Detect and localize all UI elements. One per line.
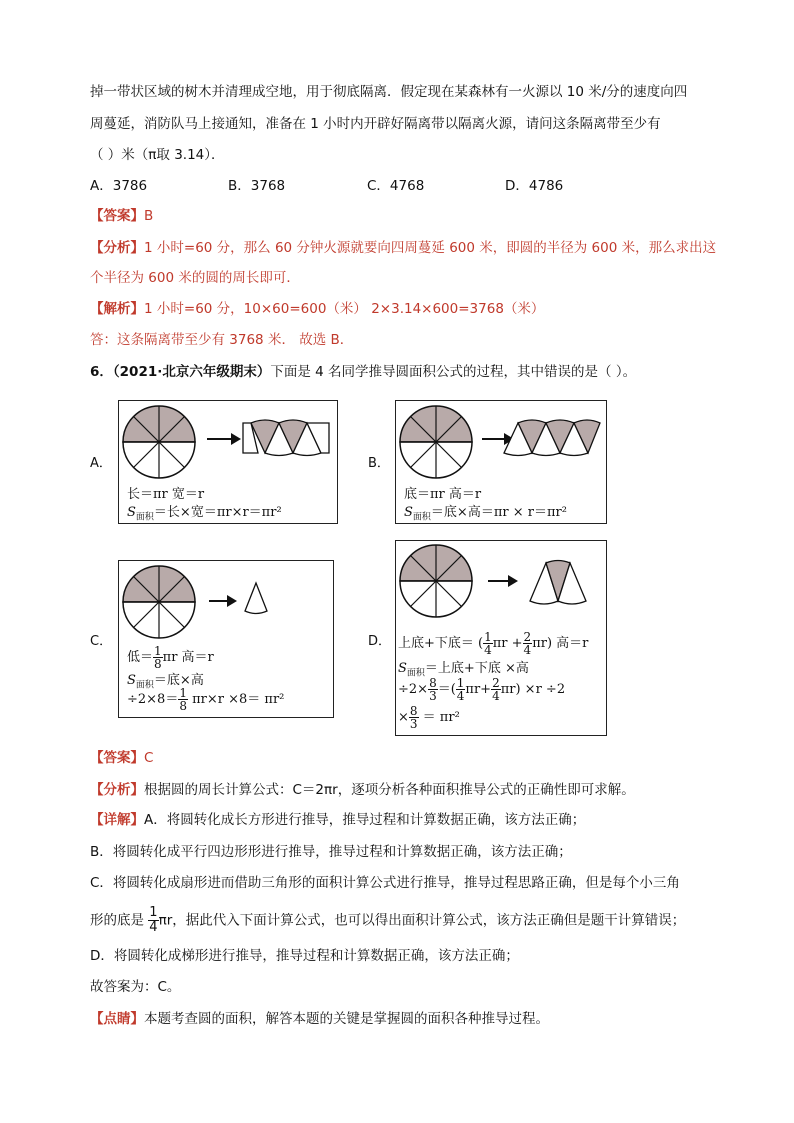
area-subscript: 面积 — [135, 680, 154, 691]
detail-a-text: A．将圆转化成长方形进行推导，推导过程和计算数据正确，该方法正确； — [144, 812, 586, 828]
denominator: 4 — [492, 689, 500, 703]
analysis-tag: 【分析】 — [90, 240, 144, 256]
text: ＝( — [437, 682, 456, 697]
fig-a-diagram — [119, 401, 337, 483]
text: 上底+下底＝ ( — [398, 636, 484, 651]
q5-option-a: A．3786 — [90, 178, 148, 194]
formula: ＝底×高 — [153, 673, 204, 688]
intro-line-1: 掉一带状区域的树木并清理成空地，用于彻底隔离．假定现在某森林有一火源以 10 米/分的速度向四 — [90, 84, 688, 100]
text: 低＝ — [127, 650, 154, 665]
q5-option-c: C．4768 — [367, 178, 425, 194]
q6-detail-d: D．将圆转化成梯形进行推导，推导过程和计算数据正确，该方法正确； — [90, 948, 519, 964]
numerator: 1 — [149, 905, 158, 920]
answer-tag: 【答案】 — [90, 750, 144, 766]
detail-tag: 【详解】 — [90, 812, 144, 828]
q5-reply: 答：这条隔离带至少有 3768 米． 故选 B． — [90, 332, 354, 348]
text: πr，据此代入下面计算公式，也可以得出面积计算公式，该方法正确但是题干计算错误； — [158, 912, 686, 929]
area-symbol: S — [127, 673, 136, 688]
analysis-text: 根据圆的周长计算公式：C＝2πr，逐项分析各种面积推导公式的正确性即可求解。 — [144, 782, 635, 798]
fig-a-line-1: 长＝πr 宽＝r — [127, 487, 205, 502]
text: × — [398, 710, 409, 725]
answer-value: B — [144, 208, 154, 224]
q5-analysis-line-2: 个半径为 600 米的圆的周长即可． — [90, 270, 300, 286]
q5-answer — [90, 206, 153, 226]
fig-b-label: B． — [368, 456, 390, 471]
analysis-text: 1 小时=60 分，那么 60 分钟火源就要向四周蔓延 600 米，即圆的半径为 600 米，那么求出这 — [144, 240, 717, 256]
text: ＝ πr² — [418, 710, 460, 725]
q6-detail-b: B．将圆转化成平行四边形形进行推导，推导过程和计算数据正确，该方法正确； — [90, 844, 572, 860]
q6-analysis — [90, 780, 635, 800]
intro-line-2: 周蔓延，消防队马上接通知，准备在 1 小时内开辟好隔离带以隔离火源，请问这条隔离带至少有 — [90, 116, 661, 132]
text: πr + — [492, 636, 523, 651]
q5-option-d: D．4786 — [505, 178, 564, 194]
q5-analysis-line-1 — [90, 238, 716, 258]
fig-b-diagram — [396, 401, 606, 483]
fig-d-line-3 — [398, 677, 565, 702]
fig-d-diagram — [396, 541, 606, 625]
fraction — [491, 677, 501, 702]
q6-detail-c-1: C．将圆转化成扇形进而借助三角形的面积计算公式进行推导，推导过程思路正确，但是每个小三角 — [90, 875, 680, 891]
fig-c-line-1 — [127, 645, 214, 670]
fig-b-box — [395, 400, 607, 524]
numerator: 2 — [492, 676, 500, 690]
fraction — [428, 677, 438, 702]
text: 形的底是 — [90, 912, 144, 929]
denominator: 4 — [484, 643, 492, 657]
q6-source: （2021·北京六年级期末） — [112, 364, 271, 380]
q5-option-b: B．3768 — [228, 178, 286, 194]
fig-d-box — [395, 540, 607, 736]
fraction — [148, 906, 158, 935]
denominator: 3 — [409, 717, 418, 731]
area-subscript: 面积 — [412, 512, 431, 523]
fraction — [483, 631, 493, 656]
fig-a-box — [118, 400, 338, 524]
area-symbol: S — [127, 505, 136, 520]
numerator: 1 — [154, 644, 162, 658]
answer-value: C — [144, 750, 154, 766]
fig-c-label: C． — [90, 634, 113, 649]
area-symbol: S — [404, 505, 413, 520]
numerator: 1 — [456, 676, 465, 690]
q6-detail-c-2 — [90, 906, 685, 935]
solution-text: 1 小时=60 分，10×60=600（米） 2×3.14×600=3768（米） — [144, 301, 545, 317]
denominator: 3 — [429, 689, 437, 703]
q6-number: 6． — [90, 364, 113, 380]
area-symbol: S — [398, 661, 407, 676]
comment-tag: 【点睛】 — [90, 1011, 144, 1027]
denominator: 4 — [149, 920, 158, 935]
text: πr×r ×8＝ πr² — [187, 692, 285, 707]
q6-text: 下面是 4 名同学推导圆面积公式的过程，其中错误的是（ ）。 — [270, 364, 637, 380]
text: ÷2× — [398, 682, 429, 697]
fig-a-label: A． — [90, 456, 112, 471]
fig-a-line-2 — [127, 501, 282, 523]
numerator: 8 — [429, 676, 437, 690]
area-subscript: 面积 — [135, 512, 154, 523]
formula: ＝底×高＝πr × r＝πr² — [430, 505, 567, 520]
fraction — [456, 677, 466, 702]
fraction — [409, 705, 419, 730]
area-subscript: 面积 — [406, 668, 425, 679]
numerator: 1 — [179, 686, 187, 700]
denominator: 4 — [456, 689, 465, 703]
fig-d-label: D． — [368, 634, 392, 649]
numerator: 2 — [523, 630, 532, 644]
comment-text: 本题考查圆的面积，解答本题的关键是掌握圆的面积各种推导过程。 — [144, 1011, 549, 1027]
q6-detail-a — [90, 810, 585, 830]
text: πr 高＝r — [162, 650, 214, 665]
denominator: 8 — [179, 699, 187, 713]
denominator: 8 — [154, 657, 162, 671]
q6-comment — [90, 1009, 549, 1029]
denominator: 4 — [523, 643, 532, 657]
fraction — [153, 645, 163, 670]
fig-c-box — [118, 560, 334, 718]
fig-b-line-2 — [404, 501, 567, 523]
text: πr) ×r ÷2 — [500, 682, 566, 697]
answer-tag: 【答案】 — [90, 208, 144, 224]
fig-d-line-4 — [398, 705, 460, 730]
q6-final: 故答案为：C。 — [90, 979, 181, 995]
fig-c-line-3 — [127, 687, 284, 712]
fraction — [178, 687, 188, 712]
formula: ＝长×宽＝πr×r＝πr² — [153, 505, 282, 520]
text: ÷2×8＝ — [127, 692, 179, 707]
numerator: 1 — [484, 630, 492, 644]
solution-tag: 【解析】 — [90, 301, 144, 317]
q5-solution — [90, 299, 544, 319]
q6-stem — [90, 362, 636, 382]
fig-b-line-1: 底＝πr 高＝r — [404, 487, 482, 502]
fig-d-line-1 — [398, 631, 588, 656]
analysis-tag: 【分析】 — [90, 782, 144, 798]
numerator: 8 — [409, 704, 418, 718]
text: πr+ — [465, 682, 492, 697]
fraction — [523, 631, 533, 656]
q6-answer — [90, 748, 153, 768]
formula: ＝上底+下底 ×高 — [424, 661, 529, 676]
text: πr) 高＝r — [532, 636, 589, 651]
intro-line-3: （ ）米（π取 3.14）． — [90, 147, 225, 163]
fig-c-diagram — [119, 561, 333, 643]
